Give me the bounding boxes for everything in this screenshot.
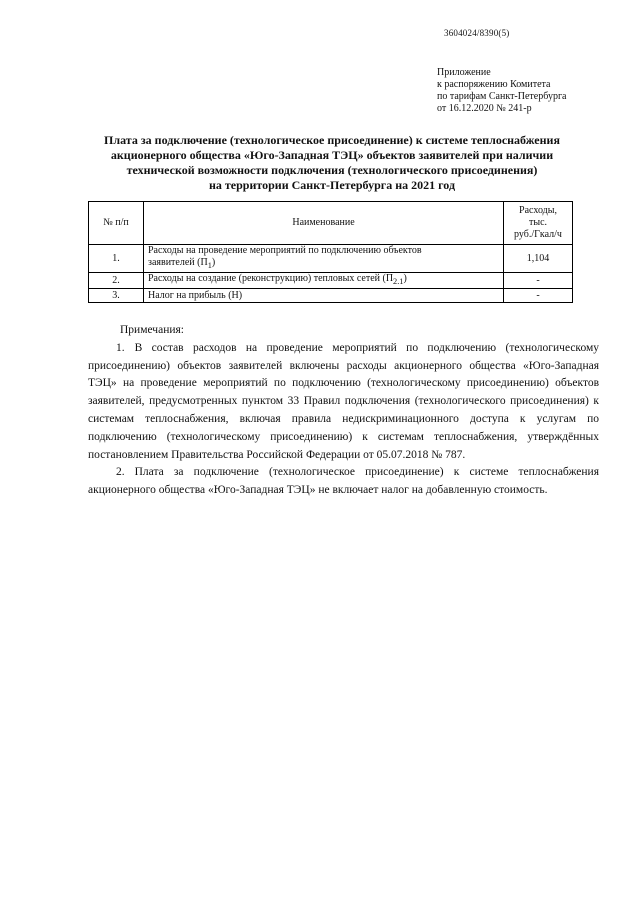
- row-name: [144, 273, 504, 289]
- notes-section: [88, 322, 599, 500]
- title-line: технической возможности подключения (технологического присоединения): [126, 163, 538, 177]
- table-header-row: [89, 202, 573, 245]
- row-name-text: Расходы на создание (реконструкцию) тепловых сетей (П: [148, 273, 394, 284]
- document-number: 3604024/8390(5): [444, 28, 510, 38]
- title-line: Плата за подключение (технологическое присоединение) к системе теплоснабжения: [104, 133, 560, 147]
- row-name-subscript: 1: [207, 261, 212, 270]
- row-name-tail: ): [403, 273, 407, 284]
- note-text: В состав расходов на проведение мероприятий по подключению (технологическому присоединению) объектов заявителей включены расходы акционерного общества «Юго-Западная ТЭЦ» на проведение мероприятий по подключению (технологическому присоединению) объектов заявителей, предусмотренных пунктом 33 Правил подключения (технологического присоединения) к системам теплоснабжения, включая правила недискриминационного доступа к услугам по подключению (технологическому присоединению) к системам теплоснабжения, утверждённых постановлением Правительства Российской Федерации от 05.07.2018 № 787.: [88, 341, 599, 461]
- note-number: 2.: [116, 466, 125, 479]
- table-row: [89, 245, 573, 273]
- appendix-header: [437, 67, 566, 115]
- row-num: 2.: [89, 273, 144, 289]
- note-number: 1.: [116, 341, 125, 354]
- header-value-line: руб./Гкал/ч: [514, 229, 562, 240]
- row-name-text: заявителей (П: [148, 257, 208, 268]
- table-row: [89, 273, 573, 289]
- note-item: [88, 464, 599, 500]
- header-value-line: тыс.: [528, 217, 548, 228]
- appendix-line: к распоряжению Комитета: [437, 79, 551, 90]
- row-name-line: [148, 257, 499, 272]
- note-text: Плата за подключение (технологическое присоединение) к системе теплоснабжения акционерного общества «Юго-Западная ТЭЦ» не включает налог на добавленную стоимость.: [88, 466, 599, 497]
- appendix-line: Приложение: [437, 67, 491, 78]
- costs-table: [88, 201, 573, 303]
- header-name: Наименование: [144, 202, 504, 245]
- title-line: на территории Санкт-Петербурга на 2021 год: [208, 178, 456, 192]
- row-name: [144, 245, 504, 273]
- row-name-subscript: 2.1: [393, 277, 404, 286]
- appendix-line: по тарифам Санкт-Петербурга: [437, 91, 567, 102]
- notes-heading: Примечания:: [120, 324, 184, 336]
- row-value: -: [504, 273, 573, 289]
- row-name-line: Расходы на проведение мероприятий по подключению объектов: [148, 245, 422, 256]
- row-value: -: [504, 289, 573, 303]
- table-row: [89, 289, 573, 303]
- row-name-tail: ): [211, 257, 216, 268]
- header-value-line: Расходы,: [519, 205, 557, 216]
- row-num: 3.: [89, 289, 144, 303]
- note-item: [88, 340, 599, 465]
- row-name: Налог на прибыль (Н): [144, 289, 504, 303]
- title-line: акционерного общества «Юго-Западная ТЭЦ» объектов заявителей при наличии: [110, 148, 554, 162]
- document-title: [60, 133, 604, 193]
- row-value: 1,104: [504, 245, 573, 273]
- header-value: [504, 202, 573, 245]
- header-num: № п/п: [89, 202, 144, 245]
- appendix-line: от 16.12.2020 № 241-р: [437, 103, 532, 114]
- row-num: 1.: [89, 245, 144, 273]
